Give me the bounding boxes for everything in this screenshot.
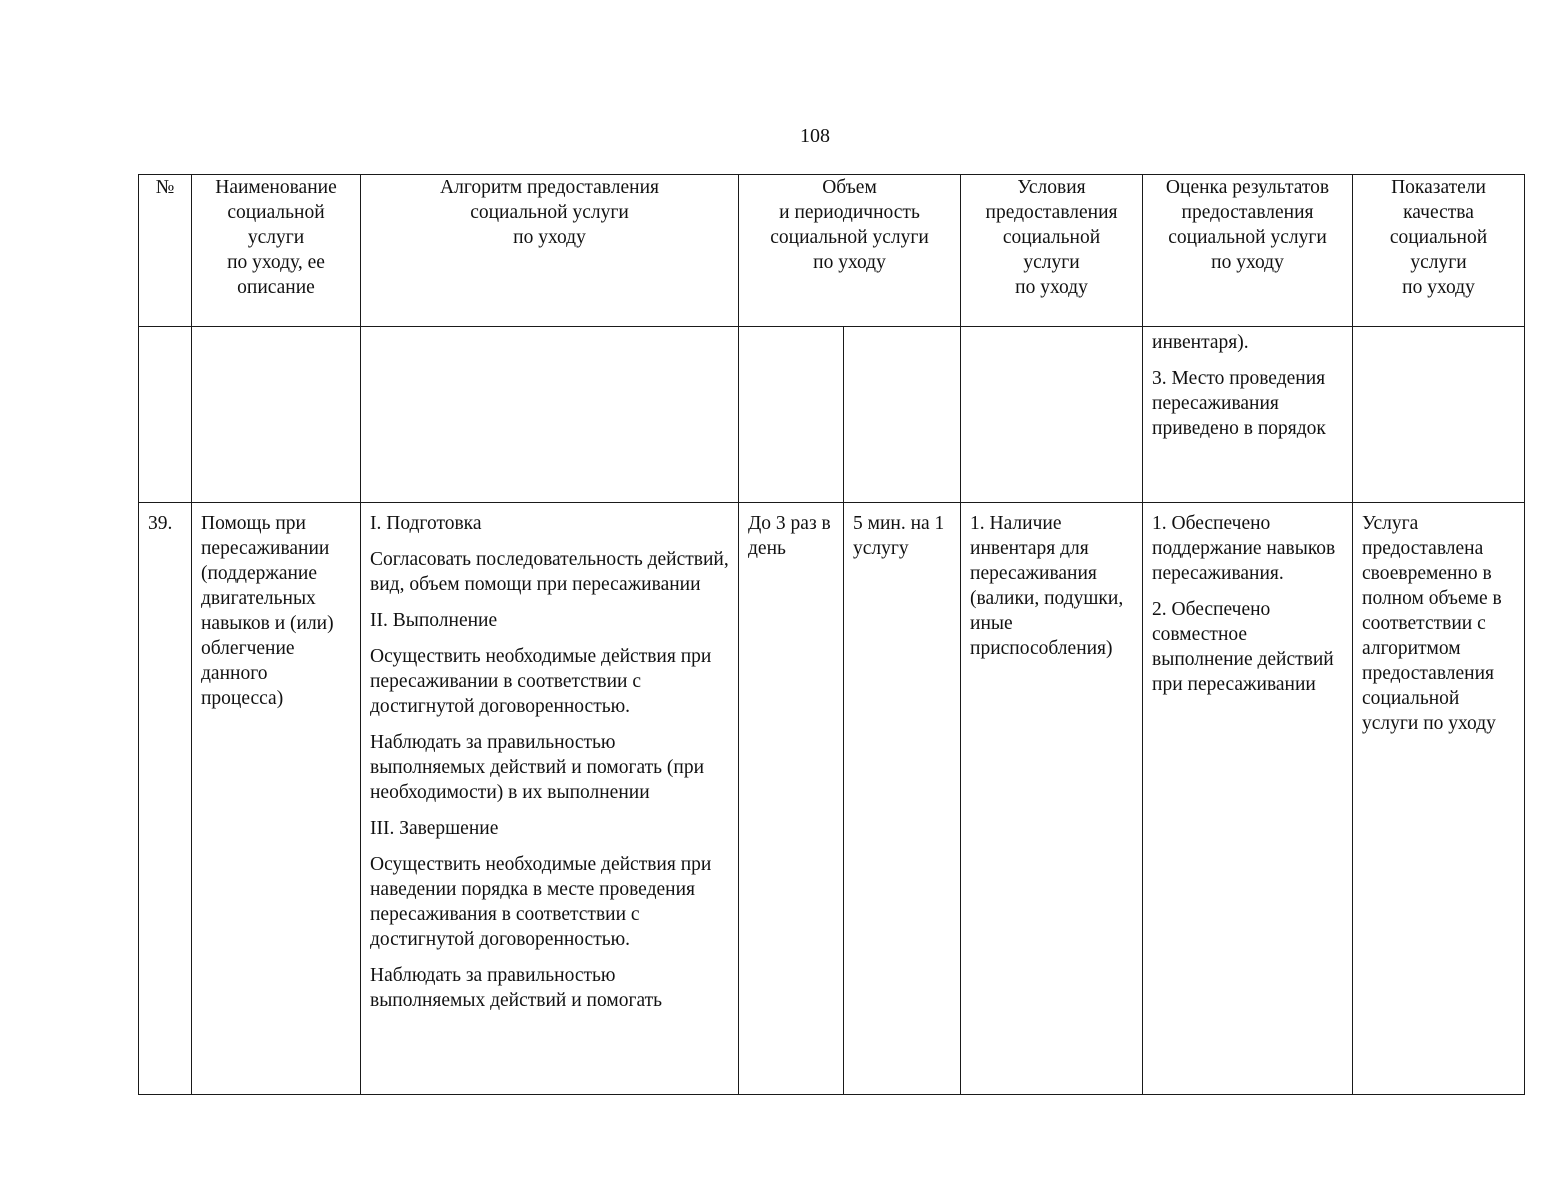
cell-algorithm (361, 503, 739, 1095)
cell-evaluation (1143, 503, 1353, 1095)
cell-name (192, 327, 361, 503)
cell-conditions (961, 503, 1143, 1095)
algorithm-step: Осуществить необходимые действия при пересаживании в соответствии с достигнутой договоренностью. (370, 646, 712, 717)
cell-quality (1353, 503, 1525, 1095)
cell-num (139, 327, 192, 503)
cell-evaluation (1143, 327, 1353, 503)
cell-volume (739, 503, 844, 1095)
algorithm-step: Наблюдать за правильностью выполняемых действий и помогать (при необходимости) в их выполнении (370, 732, 705, 803)
algorithm-step: I. Подготовка (370, 513, 482, 534)
cell-periodicity (844, 503, 961, 1095)
evaluation-text: 3. Место проведения пересаживания приведено в порядок (1152, 368, 1326, 439)
algorithm-step: Согласовать последовательность действий, вид, объем помощи при пересаживании (370, 549, 729, 595)
table-row-39 (139, 503, 1525, 1095)
page-number: 108 (800, 125, 830, 147)
algorithm-step: II. Выполнение (370, 610, 498, 631)
algorithm-step: Осуществить необходимые действия при наведении порядка в месте проведения пересаживания в соответствии с достигнутой договоренностью. (370, 854, 712, 950)
cell-volume (739, 327, 844, 503)
algorithm-step: Наблюдать за правильностью выполняемых действий и помогать (370, 965, 663, 1011)
cell-conditions (961, 327, 1143, 503)
evaluation-text: 1. Обеспечено поддержание навыков пересаживания. (1152, 513, 1336, 584)
cell-num (139, 503, 192, 1095)
cell-periodicity (844, 327, 961, 503)
service-name: Помощь при пересаживании (поддержание двигательных навыков и (или) облегчение данного процесса) (201, 513, 334, 709)
cell-name (192, 503, 361, 1095)
cell-algorithm (361, 327, 739, 503)
volume-text: До 3 раз в день (748, 513, 831, 559)
header-volume: Объем и периодичность социальной услуги по уходу (739, 175, 961, 327)
table-row-continuation (139, 327, 1525, 503)
social-services-table (138, 174, 1525, 1095)
cell-quality (1353, 327, 1525, 503)
evaluation-text: инвентаря). (1152, 332, 1249, 353)
header-name: Наименование социальной услуги по уходу, ее описание (192, 175, 361, 327)
header-conditions: Условия предоставления социальной услуги по уходу (961, 175, 1143, 327)
table-header-row (139, 175, 1525, 327)
algorithm-step: III. Завершение (370, 818, 499, 839)
periodicity-text: 5 мин. на 1 услугу (853, 513, 945, 559)
quality-text: Услуга предоставлена своевременно в полном объеме в соответствии с алгоритмом предоставления социальной услуги по уходу (1362, 513, 1502, 734)
header-evaluation: Оценка результатов предоставления социальной услуги по уходу (1143, 175, 1353, 327)
row-number: 39. (148, 513, 173, 534)
header-quality: Показатели качества социальной услуги по уходу (1353, 175, 1525, 327)
evaluation-text: 2. Обеспечено совместное выполнение действий при пересаживании (1152, 599, 1334, 695)
conditions-text: 1. Наличие инвентаря для пересаживания (валики, подушки, иные приспособления) (970, 513, 1124, 659)
header-num: № (139, 175, 192, 327)
header-algorithm: Алгоритм предоставления социальной услуги по уходу (361, 175, 739, 327)
